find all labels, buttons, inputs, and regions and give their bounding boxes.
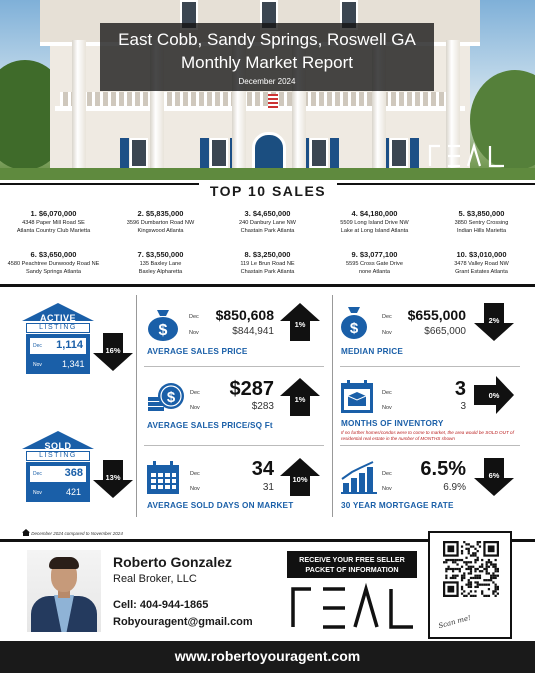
days-nov-label: Nov: [190, 486, 200, 492]
bar-chart-icon: [340, 461, 378, 495]
report-date: December 2024: [238, 77, 296, 86]
change-percent: 1%: [294, 320, 306, 329]
sale-price: 4. $4,180,000: [351, 209, 398, 218]
sale-address: 4580 Peachtree Dunwoody Road NE: [7, 261, 100, 267]
sale-item: [428, 209, 535, 235]
sale-price: 6. $3,650,000: [30, 250, 77, 259]
packet-line1: RECEIVE YOUR FREE SELLER: [299, 555, 405, 564]
brand-logo: [287, 581, 417, 631]
sale-price: 5. $3,850,000: [458, 209, 505, 218]
active-listing-badge: [22, 303, 96, 375]
report-title-box: [100, 23, 434, 91]
sale-area: Lake at Long Island Atlanta: [340, 227, 409, 234]
active-nov-label: Nov: [33, 362, 42, 368]
avg-price-dec-label: Dec: [189, 314, 199, 320]
sold-dec-label: Dec: [33, 471, 42, 477]
inventory-dec-label: Dec: [382, 390, 392, 396]
calendar-icon: [146, 461, 180, 495]
change-percent: 6%: [488, 471, 500, 480]
sale-area: Chastain Park Atlanta: [240, 227, 295, 234]
days-caption: AVERAGE SOLD DAYS ON MARKET: [147, 501, 294, 510]
sale-area: Sandy Springs Atlanta: [25, 268, 82, 275]
sqft-nov-value: $283: [251, 401, 274, 412]
arrow-down-icon: [474, 303, 514, 341]
change-percent: 0%: [488, 391, 500, 400]
brand-logo: [428, 140, 508, 168]
inventory-caption: MONTHS OF INVENTORY: [341, 419, 444, 428]
median-dec-label: Dec: [382, 314, 392, 320]
report-subtitle: Monthly Market Report: [181, 53, 353, 72]
sqft-dec-label: Dec: [190, 390, 200, 396]
packet-line2: PACKET OF INFORMATION: [305, 565, 399, 574]
money-bag-icon: [340, 304, 368, 340]
median-caption: MEDIAN PRICE: [341, 347, 403, 356]
days-nov-value: 31: [262, 482, 274, 493]
agent-phone[interactable]: Cell: 404-944-1865: [113, 599, 209, 611]
sale-address: 5509 Long Island Drive NW: [340, 220, 409, 226]
sale-area: Atlanta Country Club Marietta: [16, 227, 91, 234]
sale-price: 7. $3,550,000: [137, 250, 184, 259]
median-nov-label: Nov: [382, 330, 392, 336]
median-dec-value: $655,000: [407, 307, 466, 323]
sale-area: Indian Hills Marietta: [456, 227, 507, 234]
active-dec-label: Dec: [33, 343, 42, 349]
website-link[interactable]: www.robertoyouragent.com: [174, 648, 361, 664]
sale-price: 10. $3,010,000: [456, 250, 507, 259]
sale-area: Chastain Park Atlanta: [240, 268, 295, 275]
agent-email[interactable]: Robyouragent@gmail.com: [113, 616, 253, 628]
sale-item: [0, 250, 107, 276]
inventory-nov-value: 3: [460, 401, 466, 412]
svg-text:$: $: [349, 320, 359, 337]
top-sales-title: TOP 10 SALES: [199, 183, 337, 200]
change-percent: 10%: [292, 475, 308, 484]
sale-price: 3. $4,650,000: [244, 209, 291, 218]
arrow-down-icon: [474, 458, 514, 496]
listing-tab: LISTING: [26, 323, 90, 333]
coins-icon: [146, 380, 186, 414]
sale-address: 119 Le Brun Road NE: [240, 261, 295, 267]
avg-price-nov-label: Nov: [189, 330, 199, 336]
inventory-note: If no further homes/condos were to come to market, the area would be SOLD OUT of residential real estate in the number of MONTHS shown: [341, 430, 514, 441]
money-bag-icon: [146, 306, 180, 342]
sold-listing-badge: [22, 431, 96, 503]
sale-address: 240 Danbury Lane NW: [239, 220, 296, 226]
arrow-down-icon: [93, 333, 133, 371]
mortgage-nov-value: 6.9%: [443, 482, 466, 493]
mortgage-caption: 30 YEAR MORTGAGE RATE: [341, 501, 454, 510]
sale-price: 8. $3,250,000: [244, 250, 291, 259]
svg-text:$: $: [158, 322, 168, 339]
sale-address: 135 Baxley Lane: [139, 261, 182, 267]
sale-address: 4348 Paper Mill Road SE: [22, 220, 85, 226]
sale-price: 1. $6,070,000: [30, 209, 77, 218]
divider: [332, 295, 333, 517]
mortgage-nov-label: Nov: [382, 486, 392, 492]
hero-image: [0, 0, 535, 180]
change-percent: 2%: [488, 316, 500, 325]
sale-area: Grant Estates Atlanta: [455, 268, 508, 275]
sale-price: 2. $5,835,000: [137, 209, 184, 218]
sqft-caption: AVERAGE SALES PRICE/SQ Ft: [147, 421, 273, 430]
divider: [0, 284, 535, 287]
sale-item: [0, 209, 107, 235]
sqft-nov-label: Nov: [190, 405, 200, 411]
mortgage-dec-value: 6.5%: [420, 458, 466, 480]
arrow-up-icon: [280, 303, 320, 341]
divider: [144, 366, 324, 367]
change-percent: 13%: [105, 473, 121, 482]
avg-price-dec-value: $850,608: [215, 307, 274, 323]
arrow-up-icon: [280, 378, 320, 416]
report-title: East Cobb, Sandy Springs, Roswell GA: [118, 30, 416, 49]
sale-item: [428, 250, 535, 276]
median-nov-value: $665,000: [424, 326, 466, 337]
sale-address: 3850 Sentry Crossing: [454, 220, 509, 226]
days-dec-value: 34: [251, 458, 274, 480]
arrow-down-icon: [93, 460, 133, 498]
footer-bar: [0, 641, 535, 673]
divider: [136, 295, 137, 517]
sale-area: Baxley Alpharetta: [138, 268, 183, 275]
sale-item: [107, 209, 214, 235]
listing-tab: LISTING: [26, 451, 90, 461]
change-percent: 16%: [105, 346, 121, 355]
qr-code[interactable]: [443, 541, 499, 597]
avg-price-caption: AVERAGE SALES PRICE: [147, 347, 248, 356]
divider: [340, 366, 520, 367]
avg-price-nov-value: $844,941: [232, 326, 274, 337]
sale-address: 3478 Valley Road NW: [454, 261, 509, 267]
sale-item: [107, 250, 214, 276]
sale-address: 5595 Cross Gate Drive: [346, 261, 403, 267]
agent-name: Roberto Gonzalez: [113, 554, 233, 570]
svg-text:$: $: [166, 389, 176, 406]
divider: [144, 445, 324, 446]
calendar-box-icon: [340, 380, 374, 414]
scan-me-label: Scan me!: [437, 613, 472, 631]
active-label: ACTIVE: [39, 313, 76, 323]
agent-company: Real Broker, LLC: [113, 573, 197, 585]
sqft-dec-value: $287: [229, 378, 274, 400]
sale-area: Kingswood Atlanta: [137, 227, 184, 234]
arrow-up-icon: [280, 458, 320, 496]
inventory-dec-value: 3: [454, 378, 466, 400]
sale-price: 9. $3,077,100: [351, 250, 398, 259]
agent-photo: [27, 550, 101, 632]
sold-dec-value: 368: [64, 467, 83, 479]
sale-item: [214, 209, 321, 235]
mortgage-dec-label: Dec: [382, 471, 392, 477]
sale-item: [321, 250, 428, 276]
sale-area: none Atlanta: [358, 268, 391, 275]
change-percent: 1%: [294, 395, 306, 404]
divider: [340, 445, 520, 446]
sold-nov-label: Nov: [33, 490, 42, 496]
sale-address: 3596 Dumbarton Road NW: [126, 220, 195, 226]
days-dec-label: Dec: [190, 471, 200, 477]
inventory-nov-label: Nov: [382, 405, 392, 411]
comparison-footnote: [22, 529, 123, 536]
house-icon: [22, 529, 30, 536]
sale-item: [321, 209, 428, 235]
seller-packet-banner: [287, 551, 417, 578]
sale-item: [214, 250, 321, 276]
active-dec-value: 1,114: [56, 339, 83, 351]
sold-label: SOLD: [44, 441, 72, 451]
sold-nov-value: 421: [66, 487, 82, 497]
arrow-right-icon: [474, 376, 514, 414]
active-nov-value: 1,341: [62, 359, 85, 369]
footnote-text: December 2024 compared to November 2024: [31, 531, 123, 536]
